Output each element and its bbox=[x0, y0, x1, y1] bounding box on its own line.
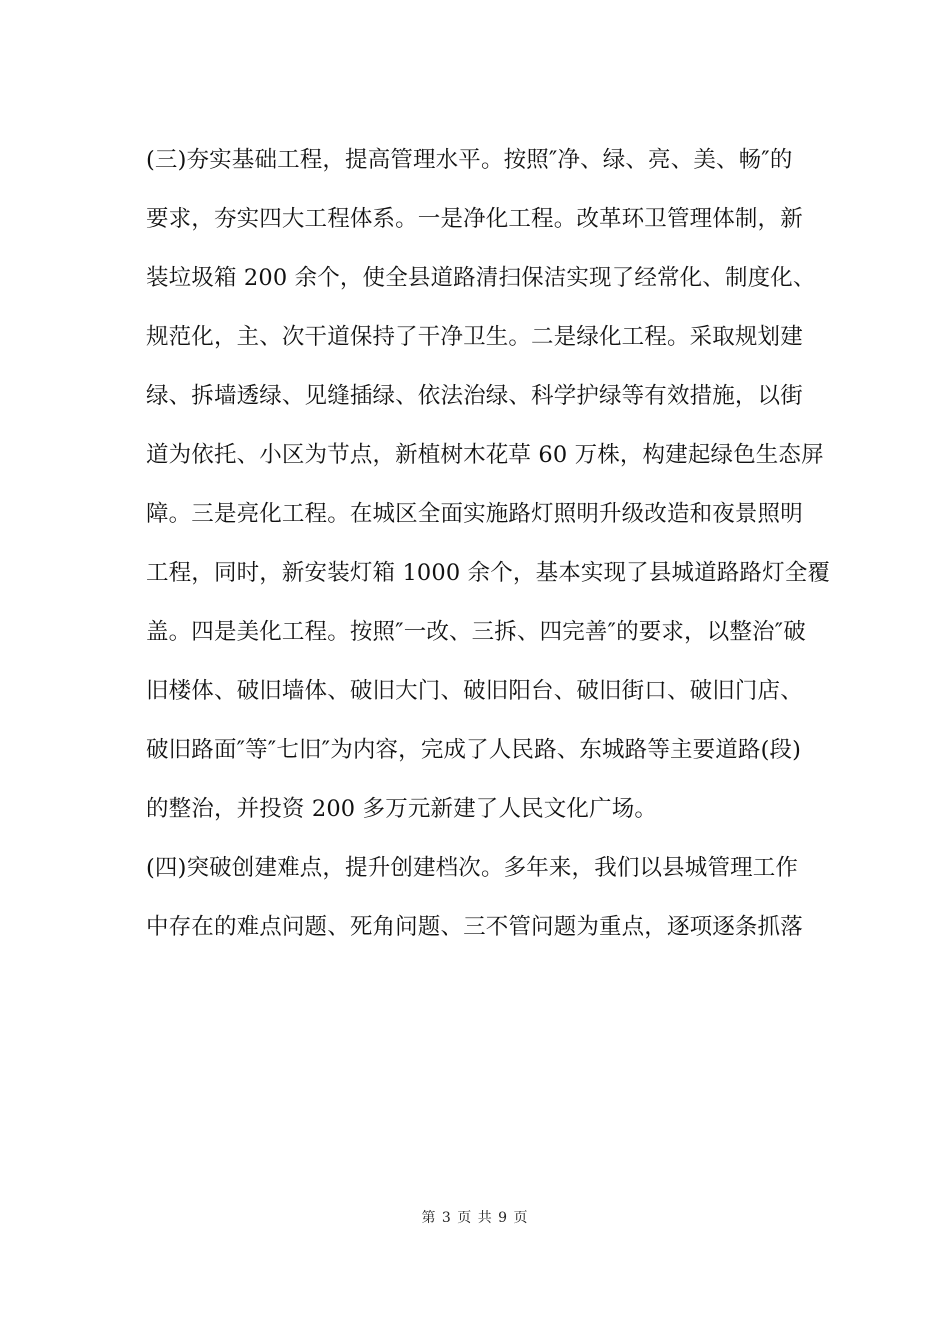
text-line: 绿、拆墙透绿、见缝插绿、依法治绿、科学护绿等有效措施，以街 bbox=[146, 383, 803, 409]
text-line: (三)夯实基础工程，提高管理水平。按照″净、绿、亮、美、畅″的 bbox=[146, 147, 793, 173]
text-line: 道为依托、小区为节点，新植树木花草 60 万株，构建起绿色生态屏 bbox=[146, 442, 824, 468]
text-line: 的整治，并投资 200 多万元新建了人民文化广场。 bbox=[146, 796, 658, 822]
text-line: 工程，同时，新安装灯箱 1000 余个，基本实现了县城道路路灯全覆 bbox=[146, 560, 831, 586]
page-number: 第 3 页 共 9 页 bbox=[421, 1210, 529, 1226]
text-line: 规范化，主、次干道保持了干净卫生。二是绿化工程。采取规划建 bbox=[146, 324, 803, 350]
text-line: 旧楼体、破旧墙体、破旧大门、破旧阳台、破旧街口、破旧门店、 bbox=[146, 678, 803, 704]
text-line: 要求，夯实四大工程体系。一是净化工程。改革环卫管理体制，新 bbox=[146, 206, 803, 232]
text-line: (四)突破创建难点，提升创建档次。多年来，我们以县城管理工作 bbox=[146, 855, 799, 881]
text-line: 障。三是亮化工程。在城区全面实施路灯照明升级改造和夜景照明 bbox=[146, 501, 803, 527]
text-line: 中存在的难点问题、死角问题、三不管问题为重点，逐项逐条抓落 bbox=[146, 914, 803, 940]
text-line: 破旧路面″等″七旧″为内容，完成了人民路、东城路等主要道路(段) bbox=[146, 737, 802, 763]
text-line: 盖。四是美化工程。按照″一改、三拆、四完善″的要求，以整治″破 bbox=[146, 619, 806, 645]
text-line: 装垃圾箱 200 余个，使全县道路清扫保洁实现了经常化、制度化、 bbox=[146, 265, 816, 291]
